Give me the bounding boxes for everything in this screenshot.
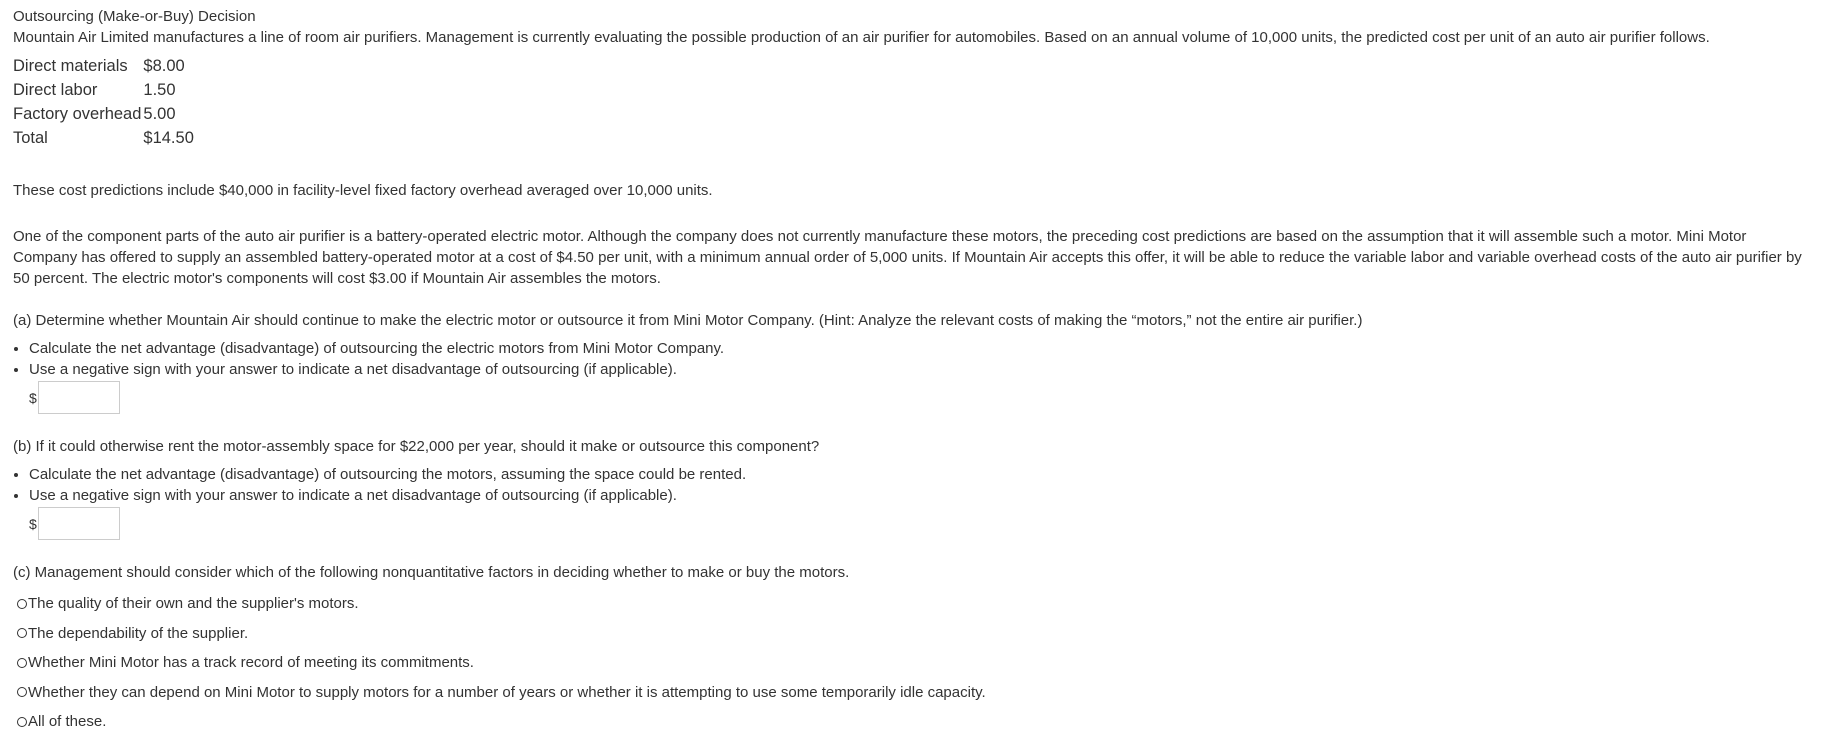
radio-group-c: [13, 589, 1813, 737]
option-label: All of these.: [28, 713, 107, 731]
cost-label: Factory overhead: [13, 104, 142, 123]
radio-button[interactable]: [17, 658, 27, 668]
cost-value: 5.00: [143, 104, 176, 123]
radio-button[interactable]: [17, 717, 27, 727]
instruction-list-b: [13, 464, 1813, 506]
radio-button[interactable]: [17, 687, 27, 697]
radio-option-long-term-supply[interactable]: [17, 678, 1813, 708]
cost-label: Direct materials: [13, 56, 128, 75]
cost-value: 1.50: [143, 80, 176, 99]
answer-row-a: [29, 381, 1813, 414]
option-label: The quality of their own and the supplier's motors.: [28, 595, 359, 613]
table-row: [13, 126, 194, 150]
intro-paragraph: Mountain Air Limited manufactures a line of room air purifiers. Management is currently evaluating the possible production of an air purifier for automobiles. Based on an annual volume of 10,000 units, the predicted cost per unit of an auto air purifier follows.: [13, 29, 1710, 46]
answer-input-a[interactable]: [38, 381, 120, 414]
list-item: • Use a negative sign with your answer to indicate a net disadvantage of outsourcing (if applicable).: [29, 359, 1813, 380]
table-row: [13, 78, 194, 102]
list-item: • Calculate the net advantage (disadvantage) of outsourcing the motors, assuming the space could be rented.: [29, 464, 1813, 485]
radio-button[interactable]: [17, 628, 27, 638]
currency-symbol: $: [29, 389, 37, 406]
radio-option-dependability[interactable]: [17, 619, 1813, 649]
instruction-list-a: [13, 338, 1813, 380]
radio-option-track-record[interactable]: [17, 648, 1813, 678]
problem-content: [13, 6, 1813, 737]
list-item: • Use a negative sign with your answer to indicate a net disadvantage of outsourcing (if applicable).: [29, 485, 1813, 506]
table-row: [13, 54, 194, 78]
radio-option-quality[interactable]: [17, 589, 1813, 619]
option-label: The dependability of the supplier.: [28, 624, 249, 642]
cost-label: Total: [13, 128, 48, 147]
question-a: (a) Determine whether Mountain Air should continue to make the electric motor or outsource it from Mini Motor Company. (Hint: Analyze the relevant costs of making the “motors,” not the entire air purifier.): [13, 312, 1363, 329]
currency-symbol: $: [29, 515, 37, 532]
cost-value: $8.00: [143, 56, 185, 75]
radio-button[interactable]: [17, 599, 27, 609]
question-c: (c) Management should consider which of the following nonquantitative factors in deciding whether to make or buy the motors.: [13, 564, 850, 581]
radio-option-all[interactable]: [17, 707, 1813, 737]
cost-label: Direct labor: [13, 80, 98, 99]
cost-value: $14.50: [143, 128, 194, 147]
option-label: Whether they can depend on Mini Motor to supply motors for a number of years or whether it is attempting to use some temporarily idle capacity.: [28, 683, 986, 701]
answer-row-b: [29, 507, 1813, 540]
motor-offer-paragraph: One of the component parts of the auto air purifier is a battery-operated electric motor. Although the company does not currently manufacture these motors, the preceding cost predictions are based on the assumption that it will assemble such a motor. Mini Motor Company has offered to supply an assembled battery-operated motor at a cost of $4.50 per unit, with a minimum annual order of 5,000 units. If Mountain Air accepts this offer, it will be able to reduce the variable labor and variable overhead costs of the auto air purifier by 50 percent. The electric motor's components will cost $3.00 if Mountain Air assembles the motors.: [13, 228, 1802, 287]
option-label: Whether Mini Motor has a track record of meeting its commitments.: [28, 654, 474, 672]
list-item: • Calculate the net advantage (disadvantage) of outsourcing the electric motors from Mini Motor Company.: [29, 338, 1813, 359]
fixed-overhead-paragraph: These cost predictions include $40,000 in facility-level fixed factory overhead averaged over 10,000 units.: [13, 182, 713, 199]
problem-title: Outsourcing (Make-or-Buy) Decision: [13, 8, 256, 25]
table-row: [13, 102, 194, 126]
cost-table: [13, 54, 194, 150]
question-b: (b) If it could otherwise rent the motor-assembly space for $22,000 per year, should it make or outsource this component?: [13, 438, 820, 455]
answer-input-b[interactable]: [38, 507, 120, 540]
